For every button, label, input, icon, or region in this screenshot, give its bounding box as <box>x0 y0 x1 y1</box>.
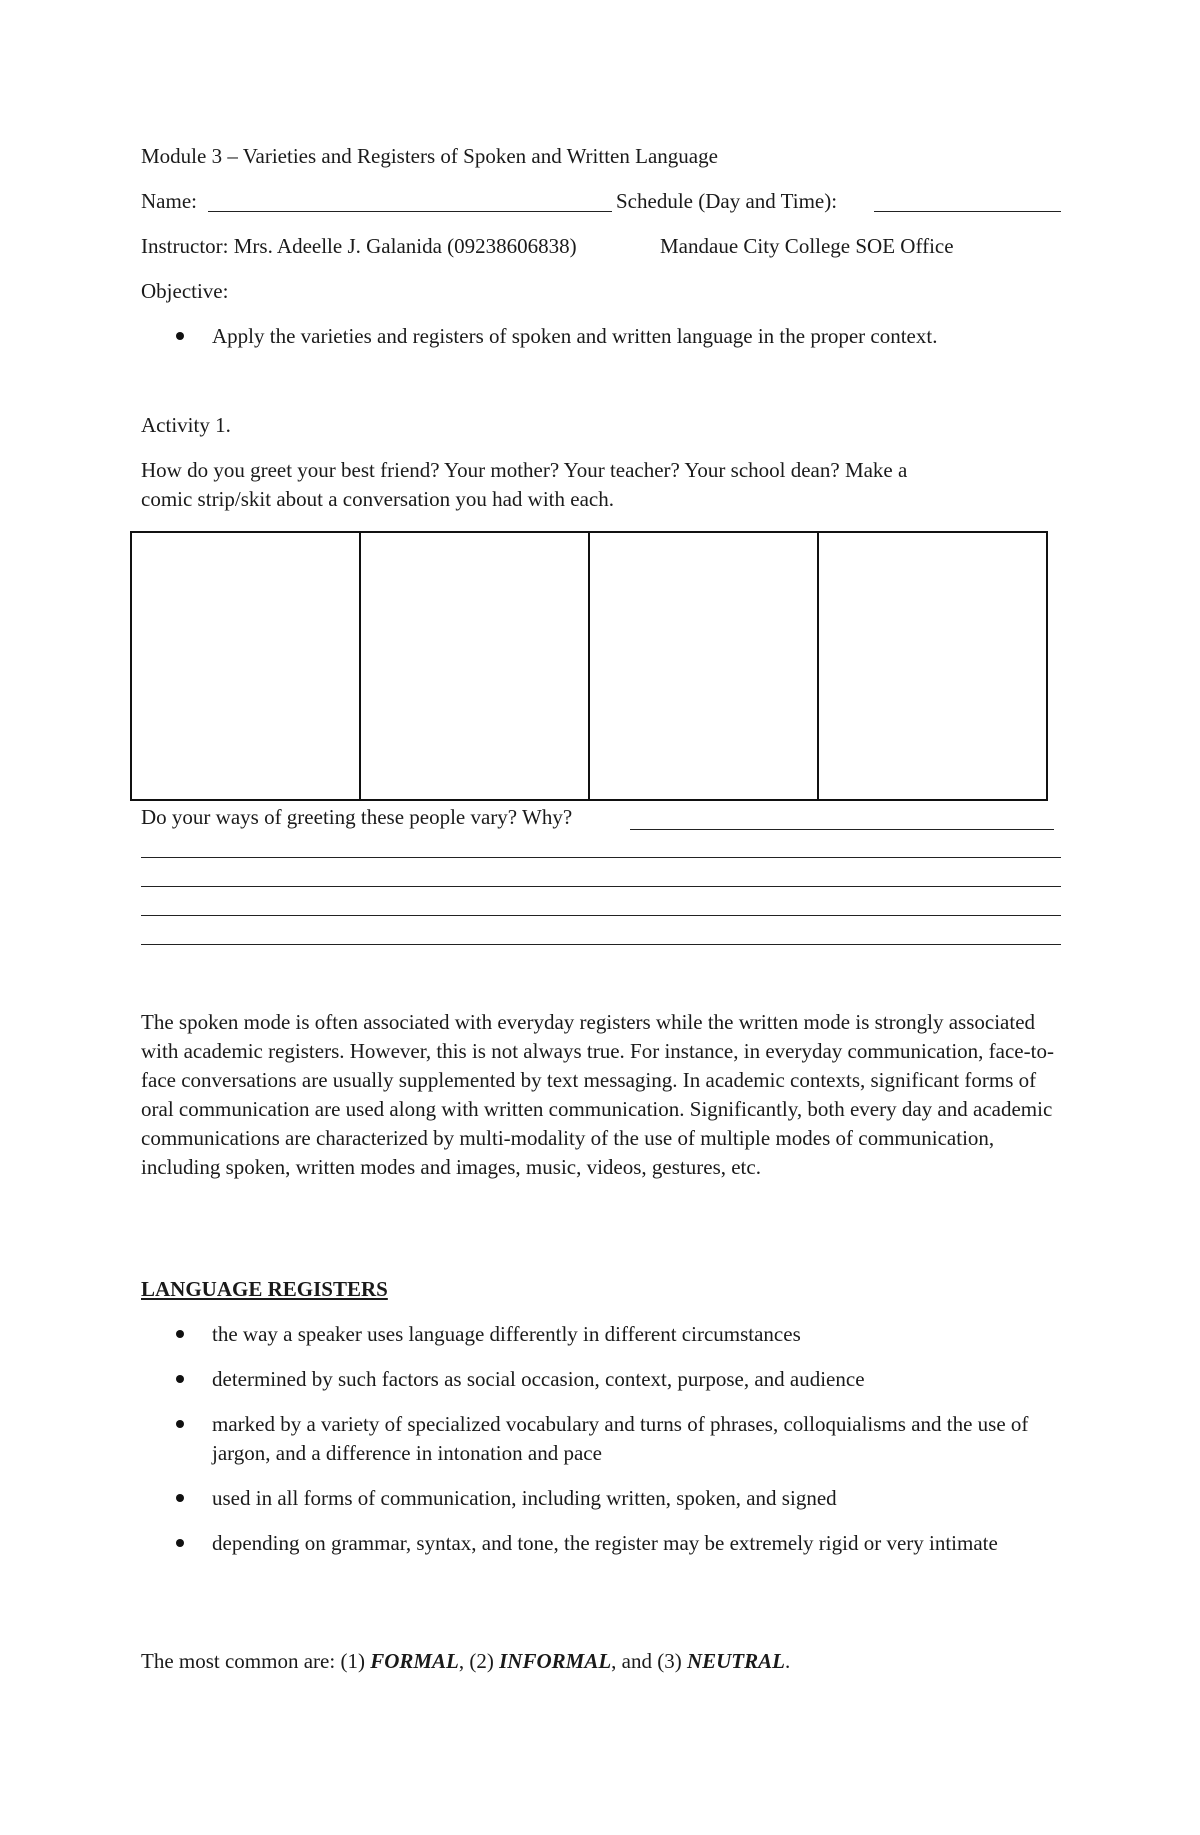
body-paragraph: The spoken mode is often associated with everyday registers while the written mode is strongly associated with academic registers. However, this is not always true. For instance, in everyday communication, face-to-face conversations are usually supplemented by text messaging. In academic contexts, significant forms of oral communication are used along with written communication. Significantly, both every day and academic communications are characterized by multi-modality of the use of multiple modes of communication, including spoken, written modes and images, music, videos, gestures, etc. <box>141 1010 1054 1179</box>
informal-term: INFORMAL <box>499 1649 612 1673</box>
activity-prompt-line1: How do you greet your best friend? Your mother? Your teacher? Your school dean? Make a <box>141 458 908 482</box>
instructor-info: Instructor: Mrs. Adeelle J. Galanida (09238606838) <box>141 234 577 258</box>
activity-prompt-line2: comic strip/skit about a conversation you had with each. <box>141 487 614 511</box>
neutral-term: NEUTRAL <box>686 1649 785 1673</box>
answer-blank-2[interactable] <box>141 857 1061 858</box>
register-item-2: determined by such factors as social occasion, context, purpose, and audience <box>212 1367 865 1391</box>
register-item-4: used in all forms of communication, including written, spoken, and signed <box>212 1486 837 1510</box>
comic-panel-3[interactable] <box>590 533 819 799</box>
bullet-icon <box>176 1539 184 1547</box>
closing-sep2: , and (3) <box>611 1649 687 1673</box>
name-label: Name: <box>141 189 197 213</box>
answer-blank-1[interactable] <box>630 829 1054 830</box>
answer-blank-5[interactable] <box>141 944 1061 945</box>
registers-heading: LANGUAGE REGISTERS <box>141 1277 388 1301</box>
formal-term: FORMAL <box>370 1649 459 1673</box>
schedule-label: Schedule (Day and Time): <box>616 189 838 213</box>
bullet-icon <box>176 1420 184 1428</box>
comic-panel-2[interactable] <box>361 533 590 799</box>
bullet-icon <box>176 1494 184 1502</box>
objective-item: Apply the varieties and registers of spoken and written language in the proper context. <box>212 324 938 348</box>
objective-label: Objective: <box>141 279 229 303</box>
comic-panel-1[interactable] <box>132 533 361 799</box>
closing-sep1: , (2) <box>458 1649 500 1673</box>
register-item-1: the way a speaker uses language differently in different circumstances <box>212 1322 801 1346</box>
module-title: Module 3 – Varieties and Registers of Spoken and Written Language <box>141 144 718 168</box>
comic-panel-4[interactable] <box>819 533 1046 799</box>
closing-suffix: . <box>784 1649 791 1673</box>
activity-title: Activity 1. <box>141 413 231 437</box>
bullet-icon <box>176 332 184 340</box>
common-registers-line <box>141 1647 790 1676</box>
bullet-icon <box>176 1330 184 1338</box>
answer-blank-3[interactable] <box>141 886 1061 887</box>
register-item-5: depending on grammar, syntax, and tone, the register may be extremely rigid or very intimate <box>212 1531 998 1555</box>
name-blank[interactable] <box>208 211 612 212</box>
comic-strip <box>130 531 1048 801</box>
register-item-3: marked by a variety of specialized vocabulary and turns of phrases, colloquialisms and the use of jargon, and a difference in intonation and pace <box>212 1412 1029 1465</box>
answer-blank-4[interactable] <box>141 915 1061 916</box>
office-info: Mandaue City College SOE Office <box>660 234 954 258</box>
bullet-icon <box>176 1375 184 1383</box>
greeting-question: Do your ways of greeting these people vary? Why? <box>141 805 573 829</box>
schedule-blank[interactable] <box>874 211 1061 212</box>
closing-prefix: The most common are: (1) <box>141 1649 371 1673</box>
